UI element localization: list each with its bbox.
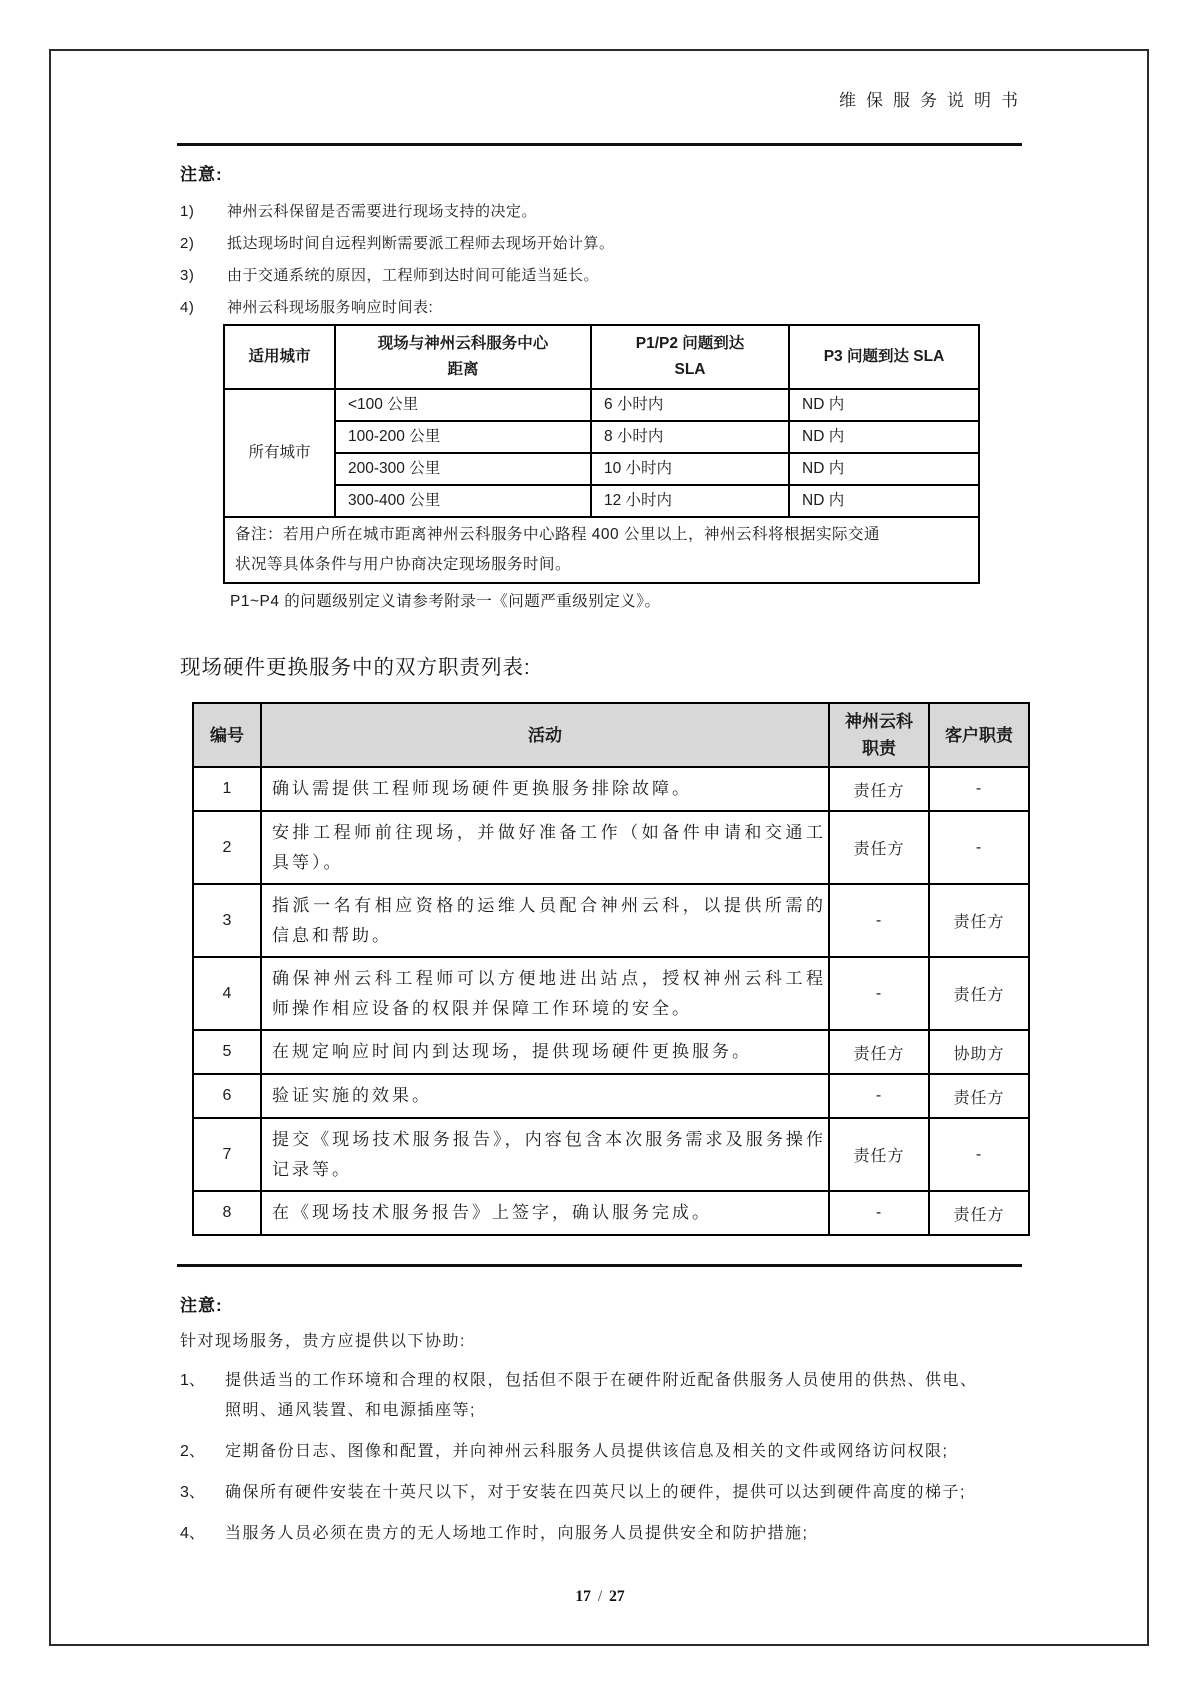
table-row: [224, 389, 979, 421]
list-item-number: 3、: [180, 1484, 205, 1501]
row-number-cell: 1: [193, 767, 261, 811]
list-item-text: 当服务人员必须在贵方的无人场地工作时，向服务人员提供安全和防护措施;: [225, 1525, 809, 1542]
list-item-number: 4、: [180, 1525, 205, 1542]
list-item-number: 1): [180, 203, 195, 220]
table-row: [193, 884, 1029, 957]
activity-cell: 在《现场技术服务报告》上签字，确认服务完成。: [261, 1191, 829, 1235]
activity-cell: 确保神州云科工程师可以方便地进出站点，授权神州云科工程师操作相应设备的权限并保障工作环境的安全。: [261, 957, 829, 1030]
city-merged-cell: 所有城市: [224, 389, 335, 517]
customer-duty-cell: -: [929, 767, 1029, 811]
header-p1p2-line2: SLA: [674, 361, 706, 378]
customer-duty-cell: 协助方: [929, 1030, 1029, 1074]
p1p2-sla-cell: 8 小时内: [591, 421, 789, 453]
list-item-text: 确保所有硬件安装在十英尺以下，对于安装在四英尺以上的硬件，提供可以达到硬件高度的梯子;: [225, 1484, 966, 1501]
section-title: 现场硬件更换服务中的双方职责列表:: [180, 656, 531, 679]
header-vendor-line1: 神州云科: [845, 712, 913, 731]
vendor-duty-cell: -: [829, 957, 929, 1030]
customer-duty-cell: -: [929, 811, 1029, 884]
row-number-cell: 2: [193, 811, 261, 884]
remark-line1: 备注：若用户所在城市距离神州云科服务中心路程 400 公里以上，神州云科将根据实际交通: [235, 526, 880, 543]
customer-duty-cell: 责任方: [929, 957, 1029, 1030]
document-header-title: 维保服务说明书: [839, 91, 1028, 110]
section-divider-rule: [177, 1264, 1022, 1267]
table-row: [224, 485, 979, 517]
remark-line2: 状况等具体条件与用户协商决定现场服务时间。: [235, 556, 572, 573]
notice-bottom-intro: 针对现场服务，贵方应提供以下协助:: [180, 1333, 466, 1350]
vendor-duty-cell: -: [829, 884, 929, 957]
header-rule: [177, 143, 1022, 146]
table-row: [193, 1118, 1029, 1191]
customer-duty-cell: 责任方: [929, 1074, 1029, 1118]
p3-sla-cell: ND 内: [789, 421, 979, 453]
notice-top-label: 注意:: [180, 165, 223, 184]
table-header-row: [193, 703, 1029, 767]
vendor-duty-cell: 责任方: [829, 1030, 929, 1074]
list-item-text: 神州云科保留是否需要进行现场支持的决定。: [227, 203, 538, 220]
header-cell-distance: [335, 325, 591, 389]
header-cell-city: 适用城市: [224, 325, 335, 389]
header-cell-customer: 客户职责: [929, 703, 1029, 767]
list-item-text: 提供适当的工作环境和合理的权限，包括但不限于在硬件附近配备供服务人员使用的供热、供电、照明、通风装置、和电源插座等;: [225, 1372, 978, 1419]
p1p2-sla-cell: 12 小时内: [591, 485, 789, 517]
vendor-duty-cell: -: [829, 1191, 929, 1235]
response-time-table: [223, 324, 980, 584]
header-distance-line2: 距离: [447, 361, 479, 378]
table-remark-row: [224, 517, 979, 583]
p3-sla-cell: ND 内: [789, 453, 979, 485]
activity-cell: 安排工程师前往现场，并做好准备工作（如备件申请和交通工具等）。: [261, 811, 829, 884]
list-item-number: 3): [180, 267, 195, 284]
page-footer: [0, 1588, 1200, 1606]
list-item-text: 神州云科现场服务响应时间表:: [227, 299, 434, 316]
p1p2-sla-cell: 6 小时内: [591, 389, 789, 421]
list-item: [180, 1519, 990, 1549]
row-number-cell: 7: [193, 1118, 261, 1191]
customer-duty-cell: 责任方: [929, 884, 1029, 957]
list-item-number: 2): [180, 235, 195, 252]
current-page-number: 17: [575, 1588, 591, 1605]
p3-sla-cell: ND 内: [789, 485, 979, 517]
customer-duty-cell: 责任方: [929, 1191, 1029, 1235]
activity-cell: 指派一名有相应资格的运维人员配合神州云科，以提供所需的信息和帮助。: [261, 884, 829, 957]
header-cell-vendor: [829, 703, 929, 767]
table-header-row: [224, 325, 979, 389]
total-page-number: 27: [609, 1588, 625, 1605]
list-item-text: 定期备份日志、图像和配置，并向神州云科服务人员提供该信息及相关的文件或网络访问权限;: [225, 1443, 949, 1460]
list-item: [180, 1366, 990, 1426]
header-cell-p1p2: [591, 325, 789, 389]
remark-cell: [224, 517, 979, 583]
notice-top-list: [180, 196, 1020, 324]
row-number-cell: 3: [193, 884, 261, 957]
p1p4-definition-note: P1~P4 的问题级别定义请参考附录一《问题严重级别定义》。: [230, 593, 661, 610]
list-item: [180, 196, 1020, 228]
list-item-text: 抵达现场时间自远程判断需要派工程师去现场开始计算。: [227, 235, 615, 252]
notice-bottom-list: [180, 1366, 990, 1560]
row-number-cell: 4: [193, 957, 261, 1030]
vendor-duty-cell: 责任方: [829, 1118, 929, 1191]
table-row: [193, 767, 1029, 811]
duty-table: [192, 702, 1030, 1236]
distance-cell: 300-400 公里: [335, 485, 591, 517]
list-item: [180, 1437, 990, 1467]
row-number-cell: 8: [193, 1191, 261, 1235]
table-row: [193, 811, 1029, 884]
customer-duty-cell: -: [929, 1118, 1029, 1191]
header-vendor-line2: 职责: [862, 739, 896, 758]
header-p1p2-line1: P1/P2 问题到达: [635, 335, 745, 352]
page-separator: /: [597, 1588, 603, 1605]
activity-cell: 在规定响应时间内到达现场，提供现场硬件更换服务。: [261, 1030, 829, 1074]
table-row: [224, 421, 979, 453]
header-cell-p3: P3 问题到达 SLA: [789, 325, 979, 389]
table-row: [193, 1074, 1029, 1118]
list-item-number: 2、: [180, 1443, 205, 1460]
activity-cell: 确认需提供工程师现场硬件更换服务排除故障。: [261, 767, 829, 811]
p1p2-sla-cell: 10 小时内: [591, 453, 789, 485]
list-item: [180, 1478, 990, 1508]
header-cell-activity: 活动: [261, 703, 829, 767]
vendor-duty-cell: -: [829, 1074, 929, 1118]
vendor-duty-cell: 责任方: [829, 811, 929, 884]
row-number-cell: 5: [193, 1030, 261, 1074]
distance-cell: <100 公里: [335, 389, 591, 421]
list-item-number: 4): [180, 299, 195, 316]
header-cell-no: 编号: [193, 703, 261, 767]
vendor-duty-cell: 责任方: [829, 767, 929, 811]
table-row: [193, 1030, 1029, 1074]
activity-cell: 提交《现场技术服务报告》，内容包含本次服务需求及服务操作记录等。: [261, 1118, 829, 1191]
p3-sla-cell: ND 内: [789, 389, 979, 421]
row-number-cell: 6: [193, 1074, 261, 1118]
list-item-number: 1、: [180, 1372, 205, 1389]
list-item: [180, 260, 1020, 292]
distance-cell: 100-200 公里: [335, 421, 591, 453]
table-row: [193, 957, 1029, 1030]
activity-cell: 验证实施的效果。: [261, 1074, 829, 1118]
table-row: [193, 1191, 1029, 1235]
list-item-text: 由于交通系统的原因，工程师到达时间可能适当延长。: [227, 267, 600, 284]
list-item: [180, 292, 1020, 324]
notice-bottom-label: 注意:: [180, 1296, 223, 1315]
table-row: [224, 453, 979, 485]
list-item: [180, 228, 1020, 260]
distance-cell: 200-300 公里: [335, 453, 591, 485]
header-distance-line1: 现场与神州云科服务中心: [377, 335, 549, 352]
